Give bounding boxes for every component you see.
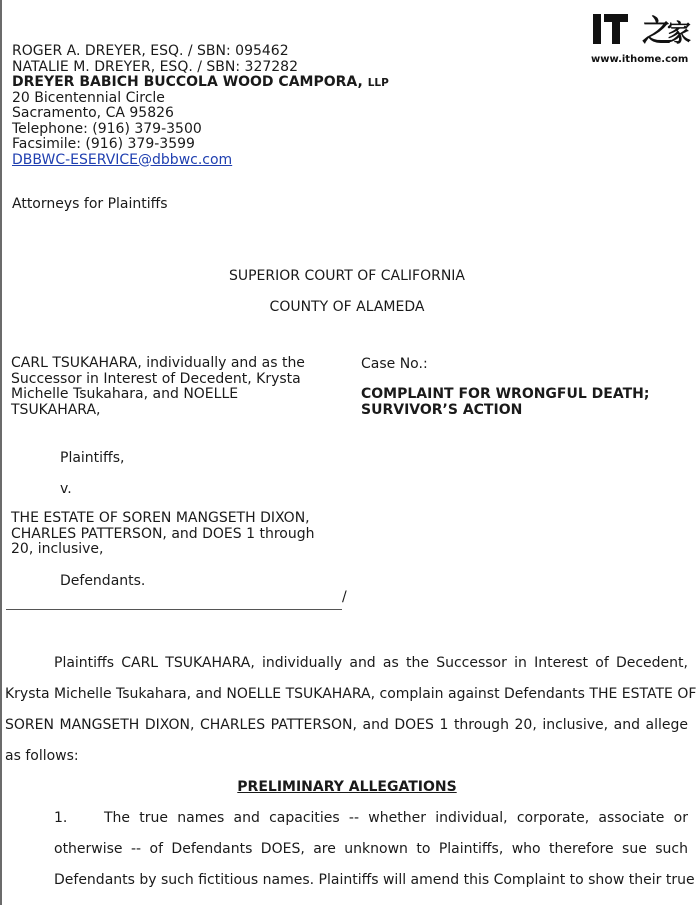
complaint-title-2: SURVIVOR’S ACTION — [361, 401, 523, 418]
watermark-url: www.ithome.com — [591, 54, 689, 65]
intro-line-4: as follows: — [5, 748, 79, 764]
attorney-name-2: NATALIE M. DREYER, ESQ. / SBN: 327282 — [12, 58, 298, 75]
law-firm-title: DREYER BABICH BUCCOLA WOOD CAMPORA, — [12, 74, 363, 90]
para1-number: 1. — [54, 810, 68, 826]
para1-line-3: Defendants by such fictitious names. Plaintiffs will amend this Complaint to show their true — [54, 872, 695, 888]
address-line-2: Sacramento, CA 95826 — [12, 105, 174, 121]
case-number-label: Case No.: — [361, 356, 428, 372]
intro-line-1: Plaintiffs CARL TSUKAHARA, individually and as the Successor in Interest of Decedent, — [54, 655, 688, 671]
defendants-label: Defendants. — [60, 573, 146, 589]
ithome-watermark — [591, 10, 691, 70]
para1-line-2: otherwise -- of Defendants DOES, are unknown to Plaintiffs, who therefore sue such — [54, 841, 688, 857]
caption-rule — [6, 609, 342, 610]
page-left-border — [0, 0, 2, 905]
defendants-names: THE ESTATE OF SOREN MANGSETH DIXON, CHARLES PATTERSON, and DOES 1 through 20, inclusive, — [11, 510, 315, 557]
attorneys-for: Attorneys for Plaintiffs — [12, 196, 168, 212]
ithome-logo-icon — [591, 10, 691, 50]
plaintiffs-names: CARL TSUKAHARA, individually and as the Successor in Interest of Decedent, Krysta Michelle Tsukahara, and NOELLE TSUKAHARA, — [11, 355, 305, 418]
plaintiffs-label: Plaintiffs, — [60, 450, 125, 466]
attorney-name-1: ROGER A. DREYER, ESQ. / SBN: 095462 — [12, 43, 289, 59]
facsimile: Facsimile: (916) 379-3599 — [12, 136, 195, 152]
intro-line-3: SOREN MANGSETH DIXON, CHARLES PATTERSON, and DOES 1 through 20, inclusive, and allege — [5, 717, 688, 733]
section-heading: PRELIMINARY ALLEGATIONS — [237, 779, 457, 795]
versus: v. — [60, 481, 72, 497]
law-firm-suffix: LLP — [367, 77, 389, 89]
address-line-1: 20 Bicentennial Circle — [12, 89, 165, 106]
svg-text:之: 之 — [642, 14, 672, 49]
court-county: COUNTY OF ALAMEDA — [269, 299, 425, 315]
telephone: Telephone: (916) 379-3500 — [12, 120, 202, 137]
caption-slash: / — [342, 589, 347, 605]
complaint-title-1: COMPLAINT FOR WRONGFUL DEATH; — [361, 386, 650, 402]
court-name: SUPERIOR COURT OF CALIFORNIA — [228, 268, 465, 284]
svg-text:家: 家 — [667, 19, 691, 47]
para1-line-1: The true names and capacities -- whether individual, corporate, associate or — [104, 810, 688, 826]
intro-line-2: Krysta Michelle Tsukahara, and NOELLE TSUKAHARA, complain against Defendants THE ESTATE OF — [5, 686, 696, 702]
email-link[interactable]: DBBWC-ESERVICE@dbbwc.com — [12, 151, 233, 168]
